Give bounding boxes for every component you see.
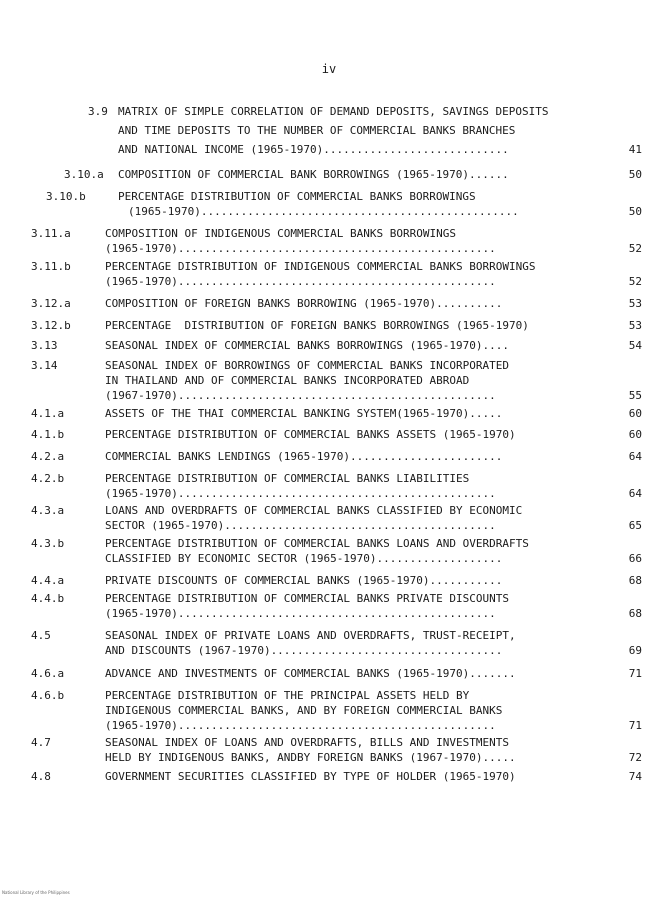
toc-entry-title-line: COMMERCIAL BANKS LENDINGS (1965-1970)....................... (105, 450, 503, 463)
toc-entry-title-line: CLASSIFIED BY ECONOMIC SECTOR (1965-1970)................... (105, 552, 503, 565)
toc-entry-number: 4.1.a (31, 407, 65, 420)
toc-entry-number: 4.4.b (31, 592, 65, 605)
toc-entry (0, 259, 658, 289)
toc-entry-title-line: ADVANCE AND INVESTMENTS OF COMMERCIAL BANKS (1965-1970)....... (105, 667, 516, 680)
toc-entry-page: 71 (628, 719, 642, 732)
toc-entry-title-line: COMPOSITION OF INDIGENOUS COMMERCIAL BANKS BORROWINGS (105, 227, 456, 240)
toc-entry-title-line: PERCENTAGE DISTRIBUTION OF COMMERCIAL BANKS ASSETS (1965-1970) (105, 428, 516, 441)
toc-entry-title-line: PERCENTAGE DISTRIBUTION OF COMMERCIAL BANKS LIABILITIES (105, 472, 470, 485)
toc-entry-title-line: (1965-1970)................................................ (105, 242, 496, 255)
toc-entry-title-line: SEASONAL INDEX OF BORROWINGS OF COMMERCIAL BANKS INCORPORATED (105, 359, 509, 372)
toc-entry-title-line: PERCENTAGE DISTRIBUTION OF COMMERCIAL BANKS LOANS AND OVERDRAFTS (105, 537, 529, 550)
toc-entry-page: 69 (628, 644, 642, 657)
toc-entry-page: 64 (628, 450, 642, 463)
toc-entry-number: 3.10.a (64, 168, 104, 181)
toc-entry-number: 4.6.b (31, 689, 65, 702)
toc-entry (0, 104, 658, 161)
toc-entry-title-line: (1965-1970)................................................ (105, 607, 496, 620)
toc-entry-title-line: (1965-1970)................................................ (128, 205, 519, 218)
toc-entry-title-line: PERCENTAGE DISTRIBUTION OF COMMERCIAL BANKS BORROWINGS (118, 190, 476, 203)
toc-entry-title-line: (1967-1970)................................................ (105, 389, 496, 402)
toc-entry-title-line: IN THAILAND AND OF COMMERCIAL BANKS INCORPORATED ABROAD (105, 374, 470, 387)
toc-entry-title-line: GOVERNMENT SECURITIES CLASSIFIED BY TYPE OF HOLDER (1965-1970) (105, 770, 516, 783)
toc-entry-page: 72 (628, 751, 642, 764)
toc-entry (0, 406, 658, 421)
toc-entry-page: 66 (628, 552, 642, 565)
toc-entry-title-line: AND TIME DEPOSITS TO THE NUMBER OF COMMERCIAL BANKS BRANCHES (118, 124, 516, 137)
toc-entry-title-line: (1965-1970)................................................ (105, 275, 496, 288)
toc-entry-number: 4.5 (31, 629, 51, 642)
toc-entry-title-line: COMPOSITION OF FOREIGN BANKS BORROWING (1965-1970).......... (105, 297, 503, 310)
toc-entry-number: 4.2.a (31, 450, 65, 463)
toc-entry-page: 52 (628, 275, 642, 288)
toc-entry-page: 65 (628, 519, 642, 532)
toc-entry-title-line: PERCENTAGE DISTRIBUTION OF FOREIGN BANKS BORROWINGS (1965-1970) (105, 319, 529, 332)
toc-entry-number: 3.13 (31, 339, 58, 352)
toc-entry-title-line: AND DISCOUNTS (1967-1970)................................... (105, 644, 503, 657)
toc-entry (0, 358, 658, 403)
toc-entry-title-line: MATRIX OF SIMPLE CORRELATION OF DEMAND DEPOSITS, SAVINGS DEPOSITS (118, 105, 549, 118)
toc-entry-number: 3.12.b (31, 319, 71, 332)
toc-entry-number: 4.1.b (31, 428, 65, 441)
toc-entry-title-line: PERCENTAGE DISTRIBUTION OF COMMERCIAL BANKS PRIVATE DISCOUNTS (105, 592, 509, 605)
toc-entry-title-line: ASSETS OF THE THAI COMMERCIAL BANKING SYSTEM(1965-1970)..... (105, 407, 503, 420)
toc-entry-number: 3.11.b (31, 260, 71, 273)
toc-entry-title-line: SEASONAL INDEX OF COMMERCIAL BANKS BORROWINGS (1965-1970).... (105, 339, 509, 352)
toc-entry (0, 573, 658, 588)
toc-entry-page: 53 (628, 297, 642, 310)
toc-entry (0, 666, 658, 681)
toc-entry-page: 74 (628, 770, 642, 783)
toc-entry-page: 54 (628, 339, 642, 352)
toc-entry (0, 189, 658, 219)
toc-entry-title-line: PRIVATE DISCOUNTS OF COMMERCIAL BANKS (1965-1970)........... (105, 574, 503, 587)
toc-entry-page: 50 (628, 205, 642, 218)
footer-watermark: National Library of the Philippines (2, 890, 70, 895)
toc-entry-number: 4.3.b (31, 537, 65, 550)
toc-entry (0, 503, 658, 533)
toc-entry (0, 226, 658, 256)
toc-entry (0, 167, 658, 186)
toc-entry-title-line: (1965-1970)................................................ (105, 719, 496, 732)
toc-entry-title-line: COMPOSITION OF COMMERCIAL BANK BORROWINGS (1965-1970)...... (118, 168, 509, 181)
toc-entry-number: 4.2.b (31, 472, 65, 485)
toc-entry (0, 318, 658, 333)
toc-entry-number: 3.11.a (31, 227, 71, 240)
toc-entry-page: 50 (628, 168, 642, 181)
toc-entry-number: 4.8 (31, 770, 51, 783)
toc-entry-page: 60 (628, 407, 642, 420)
toc-entry-title-line: AND NATIONAL INCOME (1965-1970)............................ (118, 143, 509, 156)
toc-entry-number: 4.7 (31, 736, 51, 749)
toc-entry (0, 536, 658, 566)
toc-entry (0, 427, 658, 442)
toc-entry (0, 688, 658, 733)
toc-entry-title-line: SECTOR (1965-1970)......................................... (105, 519, 496, 532)
toc-entry-number: 3.12.a (31, 297, 71, 310)
toc-entry-title-line: HELD BY INDIGENOUS BANKS, ANDBY FOREIGN BANKS (1967-1970)..... (105, 751, 516, 764)
toc-entry (0, 471, 658, 501)
toc-entry-title-line: LOANS AND OVERDRAFTS OF COMMERCIAL BANKS CLASSIFIED BY ECONOMIC (105, 504, 523, 517)
toc-entry-page: 68 (628, 574, 642, 587)
toc-entry-number: 3.14 (31, 359, 58, 372)
toc-entry-title-line: (1965-1970)................................................ (105, 487, 496, 500)
toc-entry-number: 4.4.a (31, 574, 65, 587)
toc-entry-page: 53 (628, 319, 642, 332)
toc-entry (0, 628, 658, 658)
toc-entry-page: 55 (628, 389, 642, 402)
toc-entry-page: 60 (628, 428, 642, 441)
toc-entry (0, 735, 658, 765)
toc-entry (0, 296, 658, 311)
toc-entry (0, 769, 658, 784)
toc-entry (0, 449, 658, 464)
toc-entry-title-line: PERCENTAGE DISTRIBUTION OF THE PRINCIPAL ASSETS HELD BY (105, 689, 470, 702)
toc-entry-page: 64 (628, 487, 642, 500)
toc-entry-number: 3.10.b (46, 190, 86, 203)
toc-entry-page: 71 (628, 667, 642, 680)
toc-entry (0, 338, 658, 353)
toc-entry-title-line: SEASONAL INDEX OF LOANS AND OVERDRAFTS, BILLS AND INVESTMENTS (105, 736, 509, 749)
toc-entry-page: 52 (628, 242, 642, 255)
toc-entry-title-line: SEASONAL INDEX OF PRIVATE LOANS AND OVERDRAFTS, TRUST-RECEIPT, (105, 629, 516, 642)
toc-entry-number: 3.9 (88, 105, 108, 118)
toc-entry-title-line: INDIGENOUS COMMERCIAL BANKS, AND BY FOREIGN COMMERCIAL BANKS (105, 704, 503, 717)
toc-entry-number: 4.6.a (31, 667, 65, 680)
toc-entry-title-line: PERCENTAGE DISTRIBUTION OF INDIGENOUS COMMERCIAL BANKS BORROWINGS (105, 260, 536, 273)
toc-entry (0, 591, 658, 621)
toc-entry-page: 41 (628, 143, 642, 156)
toc-entry-number: 4.3.a (31, 504, 65, 517)
page-number: iv (321, 62, 337, 76)
toc-entry-page: 68 (628, 607, 642, 620)
